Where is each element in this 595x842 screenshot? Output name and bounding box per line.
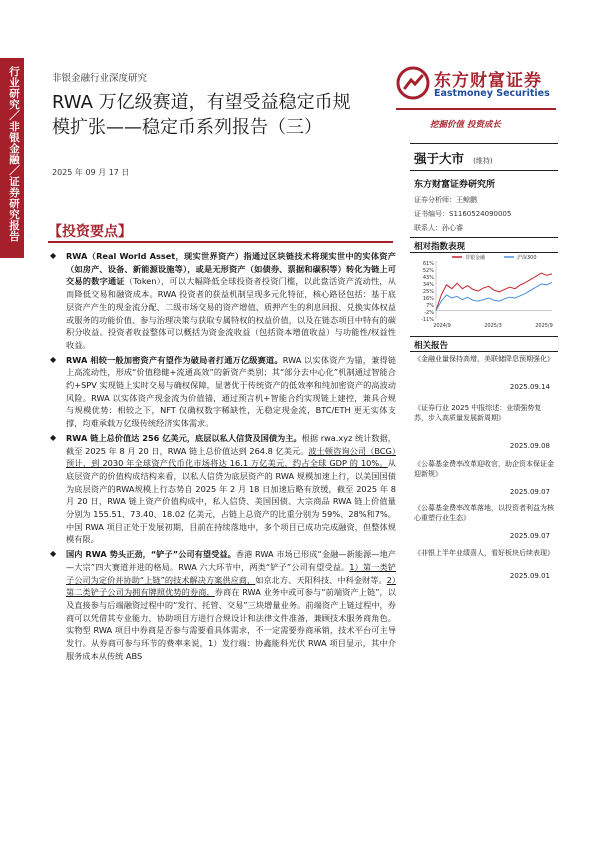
bullet-lead: 国内 RWA 势头正劲，“铲子”公司有望受益。 (66, 549, 236, 560)
diamond-bullet-icon: ◆ (50, 432, 57, 442)
x-tick-label: 2024/9 (433, 323, 451, 329)
report-category: 非银金融行业深度研究 (52, 73, 148, 84)
bullet-paragraph (48, 432, 396, 546)
institute-name: 东方财富证券研究所 (414, 180, 496, 190)
related-report-date: 2025.09.01 (509, 572, 550, 580)
related-report-date: 2025.09.14 (509, 383, 550, 391)
related-report-title[interactable]: 《非银上半年业绩喜人，看好板块后续表现》 (414, 549, 554, 557)
contact: 联系人：孙心睿 (414, 224, 463, 232)
bullet-text: （Token），可以大幅降低全球投资者投资门槛，以此盘活资产流动性，从而降低交易和融资成本。RWA 投资者的获益机制呈现多元化特征，核心路径包括：基于底层资产产生的现金流分配、二级市场交易的资产增值、质押产生的利息回报、兑换实体权益或服务的功能价值、参与治理决策与获取专属特权的权益价值，以及在链态项目中特有的碳积分收益。投资者收益整体可以概括为资金流收益（包括资本增值收益）与功能性/权益性收益。 (66, 276, 396, 350)
relative-index-chart (412, 253, 558, 333)
y-tick-label: -11% (421, 316, 434, 323)
summary-body (48, 250, 396, 665)
diamond-bullet-icon: ◆ (50, 354, 57, 364)
related-report-date: 2025.09.07 (509, 532, 550, 540)
page-title (52, 90, 382, 140)
legend-label: 沪深300 (517, 255, 537, 261)
divider (410, 351, 558, 352)
divider (410, 170, 558, 171)
summary-heading-rule (48, 241, 393, 243)
logo-text-en: Eastmoney Securities (434, 88, 550, 99)
rating (414, 148, 493, 167)
index-chart-title: 相对指数表现 (414, 242, 466, 252)
related-report-title[interactable]: 《公募基金费率改革迎收官，助企资本保证金迎新规》 (414, 460, 554, 478)
title-line-2: 模扩张——稳定币系列报告（三） (52, 117, 322, 138)
related-report-title[interactable]: 《证券行业 2025 中报综述：业绩强势复苏，步入高质量发展新周期》 (414, 404, 542, 422)
y-tick-label: 7% (426, 302, 434, 309)
x-tick-label: 2025/3 (484, 323, 502, 329)
divider (410, 143, 558, 144)
bullet-lead: RWA 链上总价值达 256 亿美元，底层以私人信贷及国债为主。 (66, 432, 302, 443)
report-date: 2025 年 09 月 17 日 (52, 168, 130, 177)
bullet-paragraph (48, 548, 396, 662)
divider (410, 336, 558, 337)
related-report-date: 2025.09.07 (509, 488, 550, 496)
rating-main: 强于大市 (414, 151, 465, 166)
y-tick-label: 61% (422, 260, 434, 267)
related-reports-title: 相关报告 (414, 341, 449, 351)
logo-text-cn: 东方财富证券 (434, 71, 542, 91)
bullet-text-underlined: 1）第一类铲子公司为定价并协助“上链”的技术解决方案供应商， (66, 561, 396, 585)
summary-heading: 【投资要点】 (48, 224, 132, 240)
logo (396, 64, 556, 104)
bullet-text: 如京北方、天阳科技、中科金财等。 (255, 574, 387, 585)
x-tick-label: 2025/9 (535, 323, 553, 329)
bullet-paragraph (48, 354, 396, 430)
rating-sub: (维持) (473, 157, 493, 165)
divider (410, 237, 558, 238)
bullet-text: 券商在 RWA 业务中或可参与“前端资产上链”，以及直接参与后端融资过程中的“发行、托管、交易”三块增量业务。前端资产上链过程中，券商可以凭借其专业能力，协助项目方进行合规设计和法律文件准备，兼顾技术服务商角色。实物型 RWA 项目中券商是否参与需要看具体需求，不一定需要券商承销，技术平台可主导发行。从券商可参与环节的费率来说，1）发行端：协鑫能科光伏 RWA 项目显示，其中介服务成本从传统 ABS (66, 587, 396, 661)
sidebar-category: 行业研究／非银金融／证券研究报告 (8, 66, 20, 242)
title-line-1: RWA 万亿级赛道，有望受益稳定币规 (52, 92, 351, 113)
bullet-lead: RWA（Real World Asset，现实世界资产）指通过区块链技术将现实世中的实体资产（如房产、设备、新能源设施等），或是无形资产（如债券、票据和碳积等）转化为链上可交易的数字通证 (66, 251, 396, 287)
bullet-text: 香港 RWA 市场已形成“金融—新能源—地产—大宗”四大赛道并进的格局。RWA 六大环节中，两类“铲子”公司有望受益。 (66, 549, 396, 572)
analyst: 证券分析师：王鲸鹏 (414, 196, 477, 204)
diamond-bullet-icon: ◆ (50, 251, 57, 260)
y-tick-label: 43% (422, 274, 434, 281)
certificate-number: 证书编号：S1160524090005 (414, 210, 512, 218)
diamond-bullet-icon: ◆ (50, 549, 57, 559)
bullet-text-underlined: 波士顿咨询公司（BCG）预计，到 2030 年全球资产代币化市场将达 16.1 万亿美元，约占全球 GDP 的 10%。 (66, 445, 396, 469)
bullet-paragraph (48, 250, 396, 352)
bullet-text-underlined: 2）第二类铲子公司为拥有牌照优势的券商， (66, 574, 396, 598)
bullet-text: RWA 以实体资产为锚，兼得链上高流动性，形成“价值稳健+流通高效”的新资产类别；其“部分去中心化”机制通过智能合约+SPV 实现链上实时交易与确权保障，显著优于传统资产的低效率和纯加密资产的高波动风险。RWA 以实体资产现金流为价值锚，通过预言机+智能合约实现链上建控，兼具合规与规模优势：相较之下，NFT 仅确权数字稀缺性，无稳定现金流，BTC/ETH 更无实体支撑，均难承载万亿级传统经济实体需求。 (66, 354, 397, 429)
bullet-text: 根据 rwa.xyz 统计数据，截至 2025 年 8 月 20 日，RWA 链上总价值达到 264.8 亿美元。 (66, 432, 396, 456)
logo-divider (396, 108, 556, 110)
y-tick-label: 34% (422, 281, 434, 288)
y-tick-label: 52% (422, 267, 434, 274)
related-report-title[interactable]: 《公募基金费率改革落地，以投资者利益为核心重塑行业生态》 (414, 504, 554, 522)
bullet-lead: RWA 相较一般加密资产有望作为破局者打通万亿级赛道。 (66, 354, 283, 365)
slogan: 挖掘价值 投资成长 (430, 120, 501, 130)
series-line (436, 273, 552, 310)
related-report-date: 2025.09.08 (509, 442, 550, 450)
bullet-text: 从底层资产的价值构成结构来看，以私人信贷为底层资产的 RWA 规模加速上行，以美国国债为底层资产的RWA规模上行态势自 2025 年 2 月 18 日加速后略有放缓，截至 2025 年 8 月 20 日，RWA 链上资产价值构成中，私人信贷、美国国债、大宗商品 RWA 链上价值量分别为 155.51、73.40、18.02 亿美元，占链上总资产的比重分别为 59%、28%和7%。中国 RWA 项目正处于发展初期，目前在持续落地中，多个项目已成功完成融资，但整体规模有限。 (66, 458, 396, 545)
legend-label: 非银金融 (465, 255, 486, 261)
y-tick-label: 25% (422, 288, 434, 295)
y-tick-label: -2% (424, 309, 434, 316)
y-tick-label: 16% (422, 295, 434, 302)
related-report-title[interactable]: 《金融业量保持高增，美联储降息预期强化》 (414, 355, 554, 363)
eastmoney-logo-icon (396, 66, 430, 100)
